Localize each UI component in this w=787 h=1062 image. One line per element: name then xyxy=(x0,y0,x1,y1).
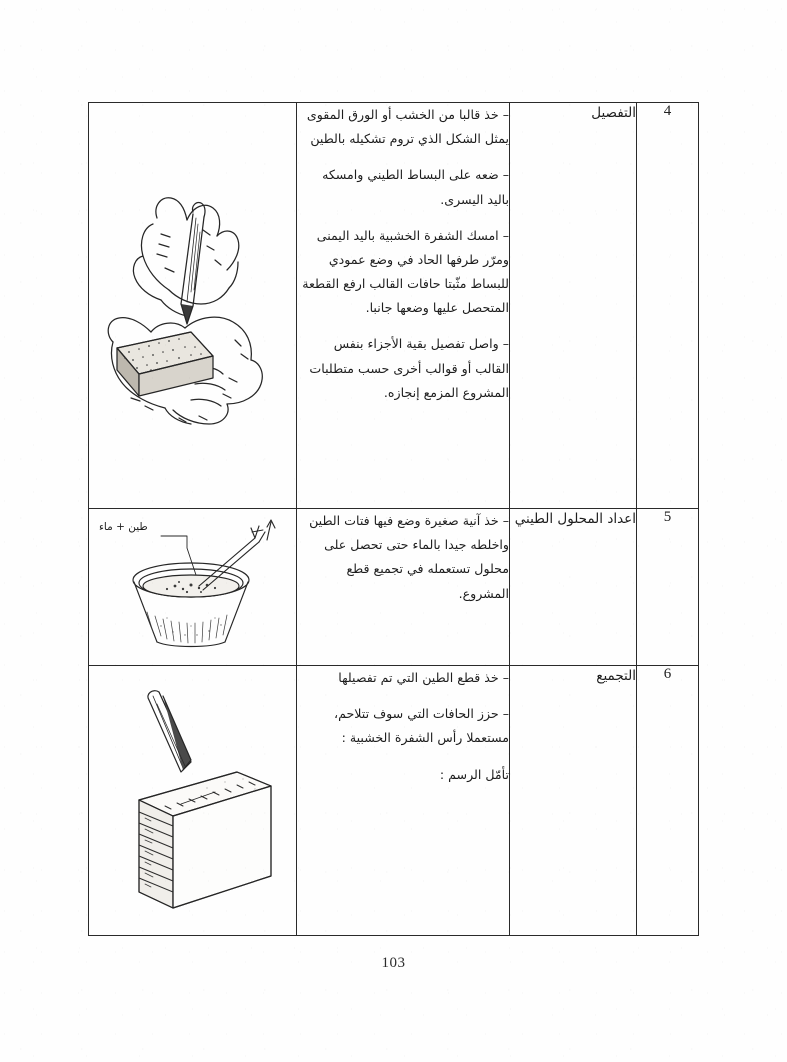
step-title-cell: التجميع xyxy=(510,666,637,936)
instruction-line: تأمّل الرسم : xyxy=(439,766,509,782)
clay-slip-bowl-illustration xyxy=(89,509,296,665)
instruction-line: – ضعه على البساط الطيني وامسكه باليد اليسرى. xyxy=(322,167,509,207)
instruction-line: – امسك الشفرة الخشبية باليد اليمنى ومرّر طرفها الحاد في وضع عمودي للبساط مثّبتا حافات القالب ارفع القطعة المتحصل عليها وضعها جانبا. xyxy=(302,227,509,316)
step-instructions-cell xyxy=(297,666,510,936)
step-number-cell: 4 xyxy=(637,103,699,509)
step-title-cell: اعداد المحلول الطيني xyxy=(510,509,637,666)
instruction-line: – خذ قالبا من الخشب أو الورق المقوى يمثل الشكل الذي تروم تشكيله بالطين xyxy=(306,107,509,147)
instruction-line: – حزز الحافات التي سوف تتلاحم، مستعملا رأس الشفرة الخشبية : xyxy=(334,706,509,746)
step-instructions-cell xyxy=(297,509,510,666)
table-row xyxy=(89,666,699,936)
figure-label-clay-and-water: طين + ماء xyxy=(99,521,148,533)
step-illustration-cell xyxy=(89,103,297,509)
scored-clay-slab-illustration xyxy=(89,666,296,935)
hands-cutting-clay-illustration xyxy=(89,103,296,508)
procedure-steps-table xyxy=(88,102,699,936)
step-number-cell: 5 xyxy=(637,509,699,666)
table-row xyxy=(89,509,699,666)
step-illustration-cell xyxy=(89,666,297,936)
step-title-cell: التفصيل xyxy=(510,103,637,509)
instruction-line: – واصل تفصيل بقية الأجزاء بنفس القالب أو قوالب أخرى حسب متطلبات المشروع المزمع إنجازه. xyxy=(309,336,509,400)
step-number-cell: 6 xyxy=(637,666,699,936)
table-row xyxy=(89,103,699,509)
step-illustration-cell xyxy=(89,509,297,666)
page-number: 103 xyxy=(381,955,406,971)
instruction-line: – خذ قطع الطين التي تم تفصيلها xyxy=(338,670,509,685)
instruction-line: – خذ آنية صغيرة وضع فيها فتات الطين واخلطه جيدا بالماء حتى تحصل على محلول تستعمله في تجميع قطع المشروع. xyxy=(309,513,509,601)
step-instructions-cell xyxy=(297,103,510,509)
